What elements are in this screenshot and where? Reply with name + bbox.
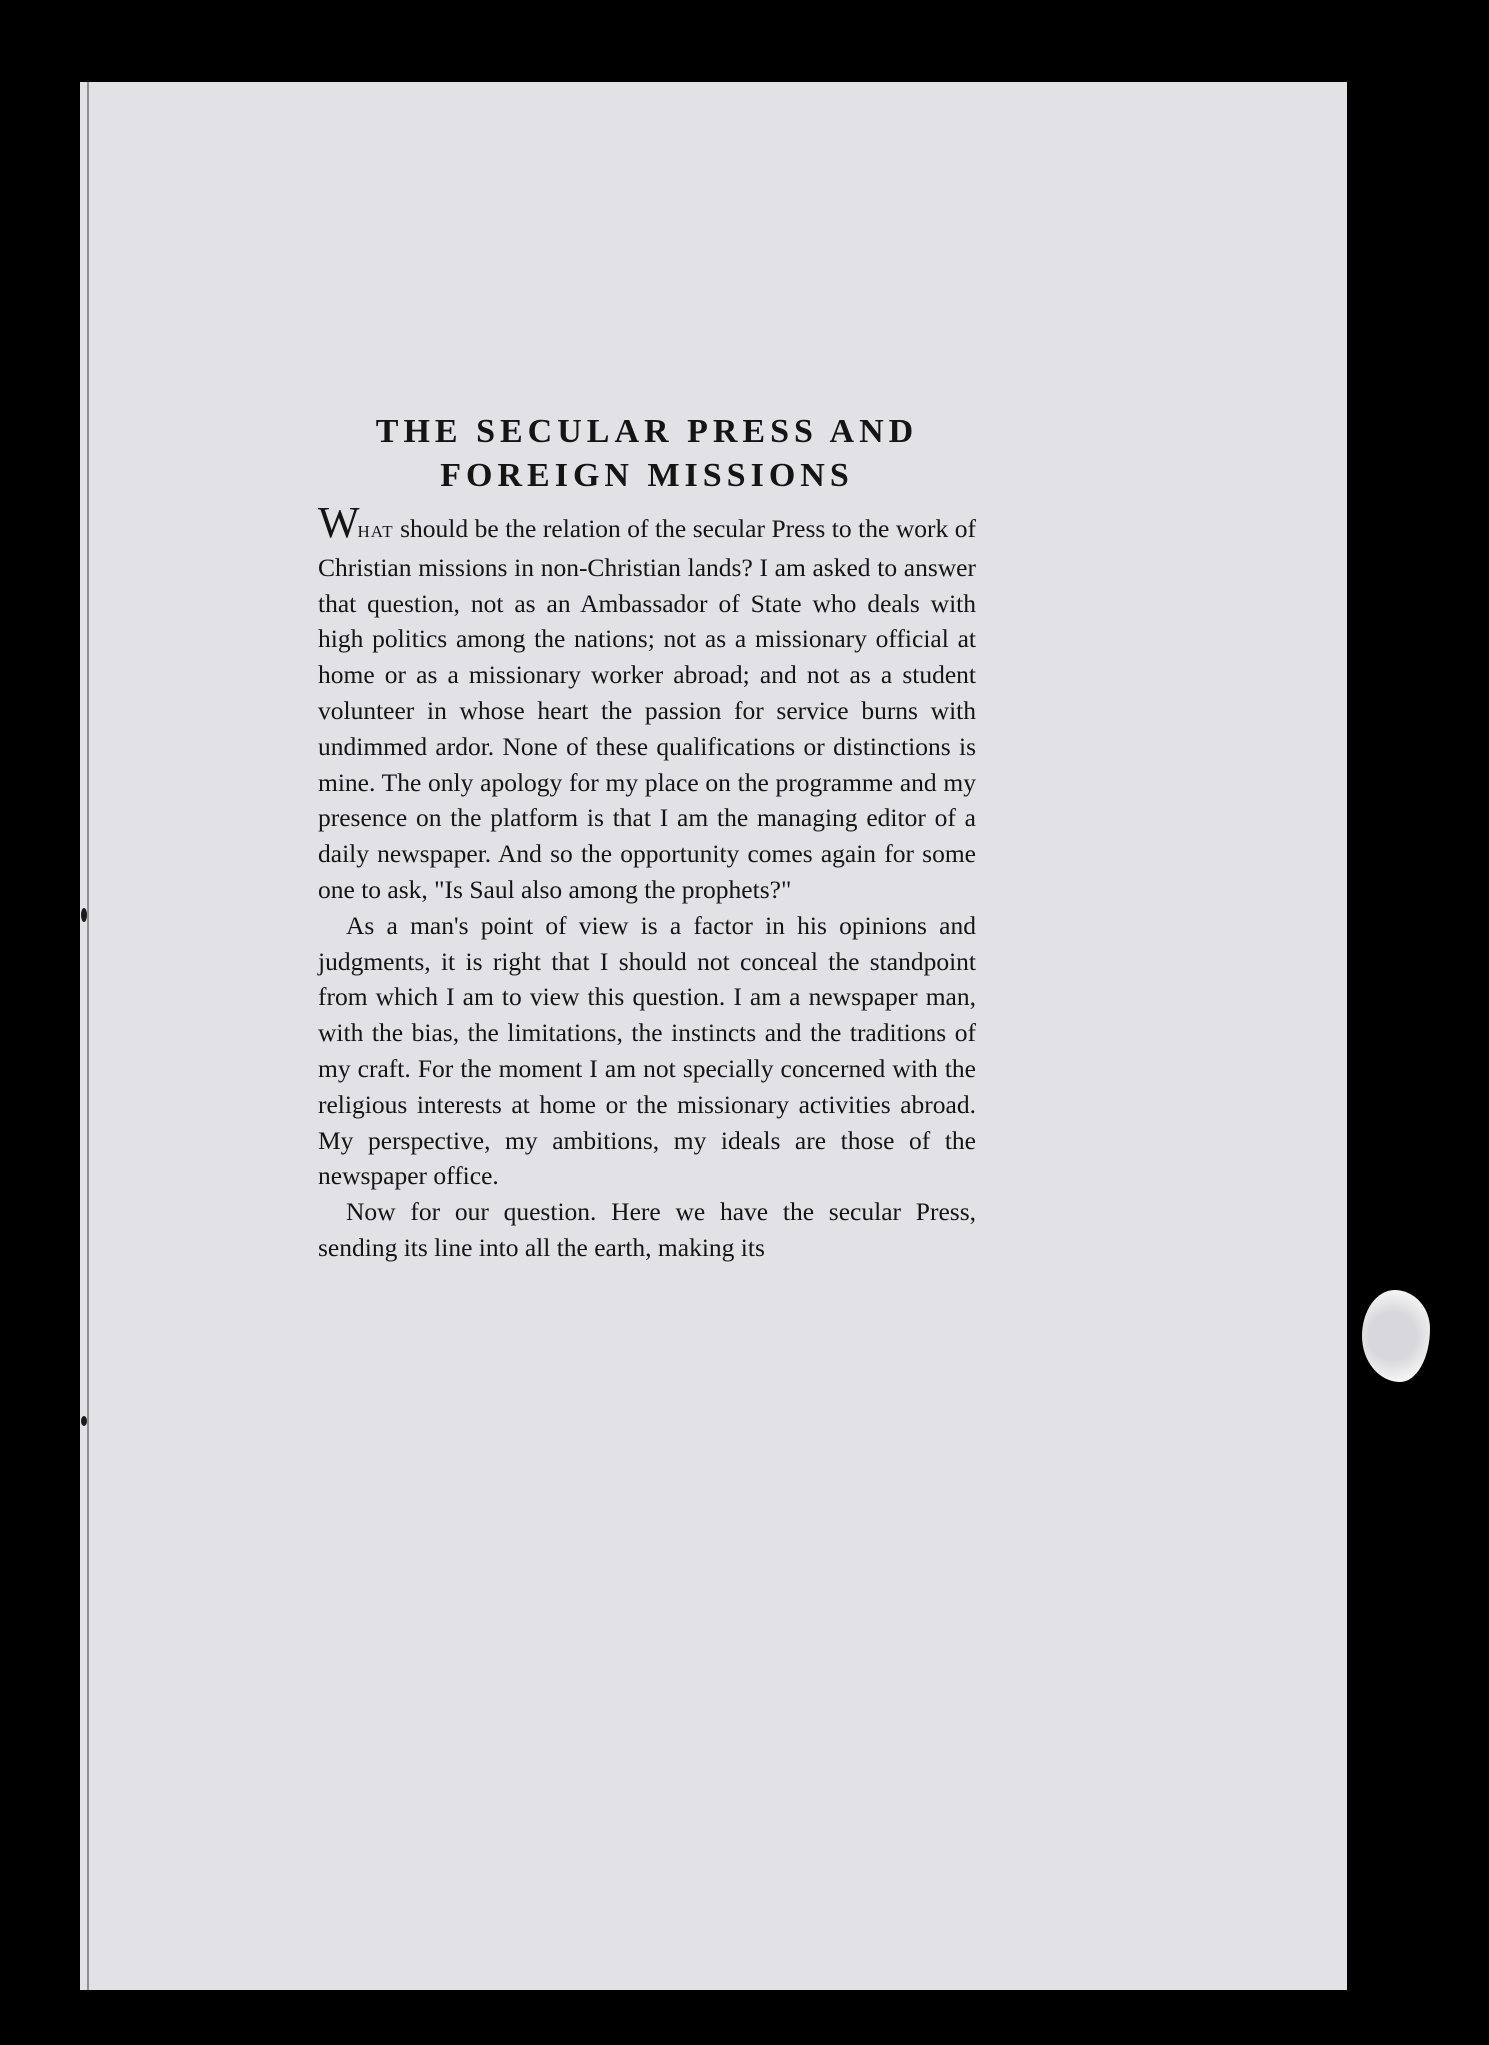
binding-dot [81, 908, 87, 922]
page-gutter-line [87, 82, 89, 1990]
small-caps-lead: HAT [357, 522, 394, 541]
binding-dot [81, 1416, 87, 1426]
paragraph-1-text: should be the relation of the secular Press to the work of Christian missions in non-Christian lands? I am asked to answer that question, not as an Ambassador of State who deals with high politics among the nations; not as a missionary official at home or as a missionary worker abroad; and not as a student volunteer in whose heart the passion for service burns with undimmed ardor. None of these qualifications or distinctions is mine. The only apology for my place on the programme and my presence on the platform is that I am the managing editor of a daily newspaper. And so the opportunity comes again for some one to ask, "Is Saul also among the prophets?" [318, 514, 976, 904]
paragraph-3: Now for our question. Here we have the secular Press, sending its line into all the earth, making its [318, 1197, 976, 1262]
paragraph-1 [318, 498, 976, 908]
paragraph-2: As a man's point of view is a factor in his opinions and judgments, it is right that I should not conceal the standpoint from which I am to view this question. I am a newspaper man, with the bias, the limitations, the instincts and the traditions of my craft. For the moment I am not specially concerned with the religious interests at home or the missionary activities abroad. My perspective, my ambitions, my ideals are those of the newspaper office. [318, 910, 976, 1191]
paper-stain [1362, 1290, 1430, 1382]
article-body [318, 410, 976, 1266]
title-line-2: FOREIGN MISSIONS [440, 457, 854, 494]
article-title [318, 410, 976, 498]
book-page [80, 82, 1347, 1990]
drop-cap: W [318, 498, 358, 547]
title-line-1: THE SECULAR PRESS AND [375, 413, 919, 450]
